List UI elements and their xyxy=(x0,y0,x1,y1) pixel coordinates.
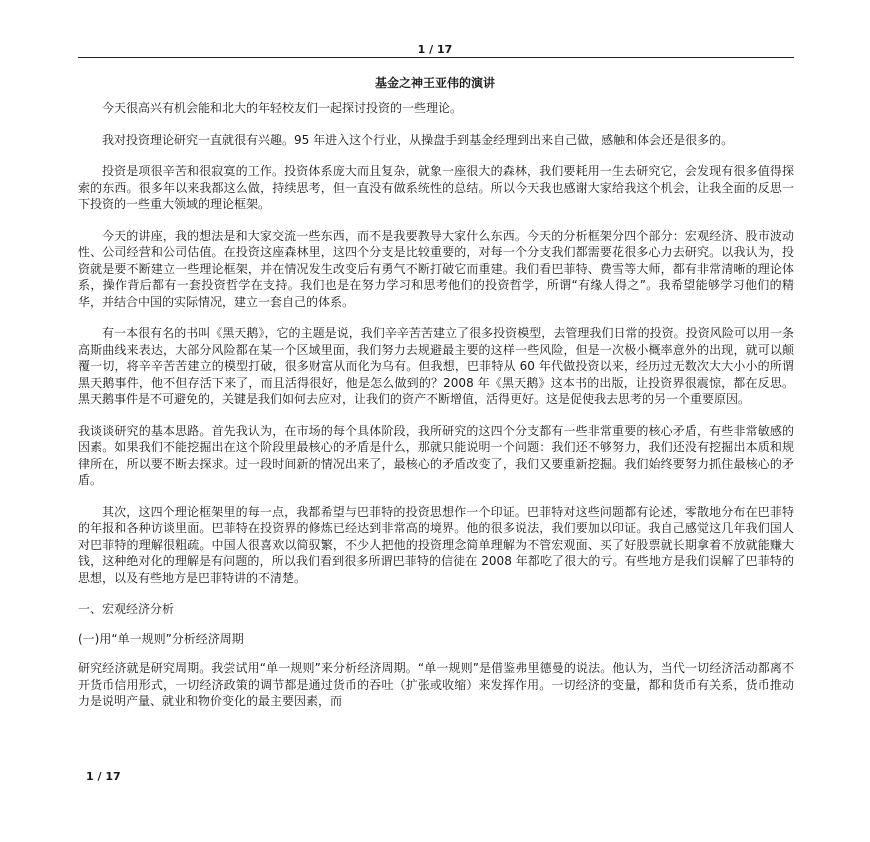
paragraph-1: 今天很高兴有机会能和北大的年轻校友们一起探讨投资的一些理论。 xyxy=(102,101,463,115)
section-heading: 一、宏观经济分析 xyxy=(78,602,175,616)
paragraph-6: 我谈谈研究的基本思路。首先我认为，在市场的每个具体阶段，我所研究的这四个分支都有一些非常重要的核心矛盾，有些非常敏感的因素。如果我们不能挖掘出在这个阶段里最核心的矛盾是什么，那就只能说明一个问题：我们还不够努力，我们还没有挖掘出本质和规律所在，所以要不断去探求。过一段时间新的情况出来了，最核心的矛盾改变了，我们又要重新挖掘。我们始终要努力抓住最核心的矛盾。 xyxy=(78,423,794,487)
paragraph-2: 我对投资理论研究一直就很有兴趣。95 年进入这个行业，从操盘手到基金经理到出来自己做，感触和体会还是很多的。 xyxy=(102,132,734,147)
page-number-bottom: 1 / 17 xyxy=(86,770,121,783)
document-body xyxy=(78,100,794,725)
document-title: 基金之神王亚伟的演讲 xyxy=(374,76,495,90)
paragraph-8: 研究经济就是研究周期。我尝试用“单一规则”来分析经济周期。“单一规则”是借鉴弗里德曼的说法。他认为，当代一切经济活动都离不开货币信用形式，一切经济政策的调节都是通过货币的吞吐（扩张或收缩）来发挥作用。一切经济的变量，都和货币有关系，货币推动力是说明产量、就业和物价变化的最主要因素，而 xyxy=(78,661,794,708)
paragraph-4: 今天的讲座，我的想法是和大家交流一些东西，而不是我要教导大家什么东西。今天的分析框架分四个部分：宏观经济、股市波动性、公司经营和公司估值。在投资这座森林里，这四个分支是比较重要的，对每一个分支我们都需要花很多心力去研究。以我认为，投资就是要不断建立一些理论框架，并在情况发生改变后有勇气不断打破它而重建。我们看巴菲特、费雪等大师，都有非常清晰的理论体系，操作背后都有一套投资哲学在支持。我们也是在努力学习和思考他们的投资哲学，所谓“有缘人得之”。我希望能够学习他们的精华，并结合中国的实际情况，建立一套自己的体系。 xyxy=(78,228,794,309)
header-rule xyxy=(78,57,794,58)
paragraph-3: 投资是项很辛苦和很寂寞的工作。投资体系庞大而且复杂，就象一座很大的森林，我们要耗用一生去研究它，会发现有很多值得探索的东西。很多年以来我都这么做，持续思考，但一直没有做系统性的总结。所以今天我也感谢大家给我这个机会，让我全面的反思一下投资的一些重大领域的理论框架。 xyxy=(78,164,794,211)
page-number-top: 1 / 17 xyxy=(417,43,453,56)
paragraph-7: 其次，这四个理论框架里的每一点，我都希望与巴菲特的投资思想作一个印证。巴菲特对这些问题都有论述，零散地分布在巴菲特的年报和各种访谈里面。巴菲特在投资界的修炼已经达到非常高的境界。他的很多说法，我们要加以印证。我自己感觉这几年我们国人对巴菲特的理解很粗疏。中国人很喜欢以简驭繁，不少人把他的投资理念简单理解为不管宏观面、买了好股票就长期拿着不放就能赚大钱，这种绝对化的理解是有问题的，所以我们看到很多所谓巴菲特的信徒在 2008 年都吃了很大的亏。有些地方是我们误解了巴菲特的思想，以及有些地方是巴菲特讲的不清楚。 xyxy=(78,504,794,585)
subsection-heading: (一)用“单一规则”分析经济周期 xyxy=(78,631,244,646)
paragraph-5: 有一本很有名的书叫《黑天鹅》，它的主题是说，我们辛辛苦苦建立了很多投资模型，去管理我们日常的投资。投资风险可以用一条高斯曲线来表达，大部分风险都在某一个区域里面，我们努力去规避最主要的这样一些风险，但是一次极小概率意外的出现，就可以颠覆一切，将辛辛苦苦建立的模型打破，很多财富从而化为乌有。但我想，巴菲特从 60 年代做投资以来，经历过无数次大大小小的所谓黑天鹅事件，他不但存活下来了，而且活得很好，他是怎么做到的？2008 年《黑天鹅》这本书的出版，让投资界很震惊，都在反思。黑天鹅事件是不可避免的，关键是我们如何去应对，让我们的资产不断增值，活得更好。这是促使我去思考的另一个重要原因。 xyxy=(78,326,794,406)
